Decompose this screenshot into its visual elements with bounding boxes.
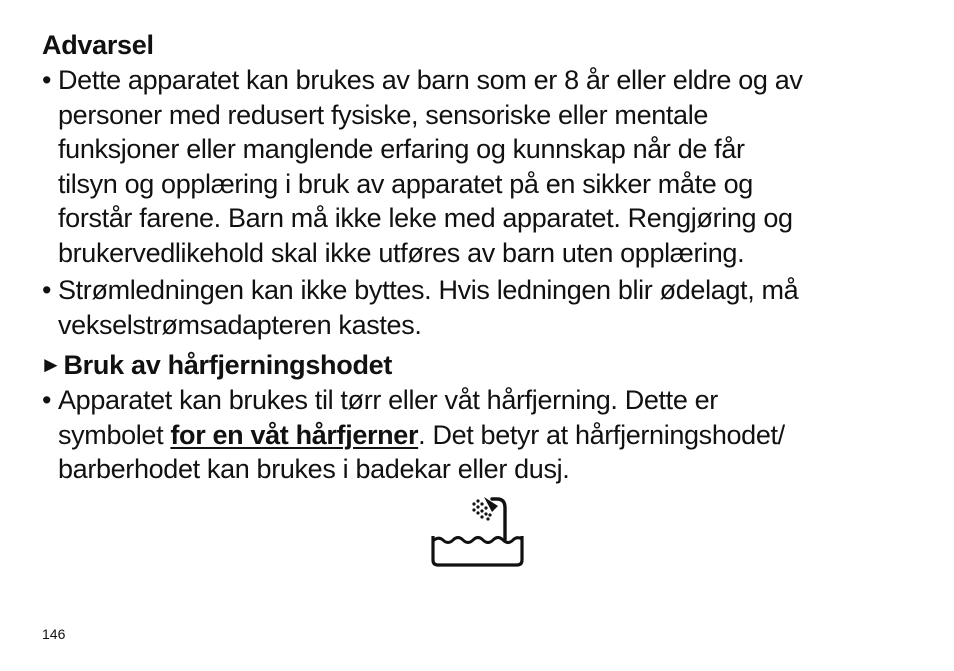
- warning-bullet-power-cord: [42, 273, 922, 342]
- section-heading: [40, 348, 392, 384]
- text-line: brukervedlikehold skal ikke utføres av barn uten opplæring.: [58, 237, 745, 268]
- text-line: barberhodet kan brukes i badekar eller dusj.: [58, 454, 570, 484]
- shower-bath-icon: [430, 494, 526, 570]
- text-line: [58, 418, 922, 453]
- bullet-dot: •: [42, 65, 52, 95]
- bullet-text: [58, 383, 922, 487]
- section-bullet-wet-use: [42, 383, 922, 487]
- page-number: 146: [42, 626, 66, 642]
- text-line: funksjoner eller manglende erfaring og kunnskap når de får: [58, 134, 745, 164]
- bullet-dot: •: [42, 275, 52, 305]
- bullet-text: [58, 63, 922, 270]
- text-fragment: . Det betyr at hårfjerningshodet/: [418, 419, 785, 450]
- bullet-dot: •: [42, 385, 52, 415]
- bullet-text: [58, 273, 922, 342]
- text-line: Dette apparatet kan brukes av barn som er 8 år eller eldre og av: [58, 65, 803, 95]
- section-title: Bruk av hårfjerningshodet: [63, 350, 393, 380]
- text-line: Apparatet kan brukes til tørr eller våt hårfjerning. Dette er: [58, 385, 718, 415]
- warning-bullet-children: [42, 63, 922, 270]
- text-line: vekselstrømsadapteren kastes.: [58, 309, 422, 340]
- wet-symbol-term: for en våt hårfjerner: [170, 419, 419, 450]
- text-line: forstår farene. Barn må ikke leke med apparatet. Rengjøring og: [58, 203, 793, 233]
- text-line: tilsyn og opplæring i bruk av apparatet på en sikker måte og: [58, 168, 753, 199]
- text-fragment: symbolet: [58, 419, 171, 450]
- arrow-right-icon: ►: [40, 352, 62, 377]
- warning-heading: Advarsel: [42, 30, 154, 60]
- text-line: personer med redusert fysiske, sensoriske eller mentale: [58, 99, 709, 130]
- text-line: Strømledningen kan ikke byttes. Hvis ledningen blir ødelagt, må: [58, 275, 799, 305]
